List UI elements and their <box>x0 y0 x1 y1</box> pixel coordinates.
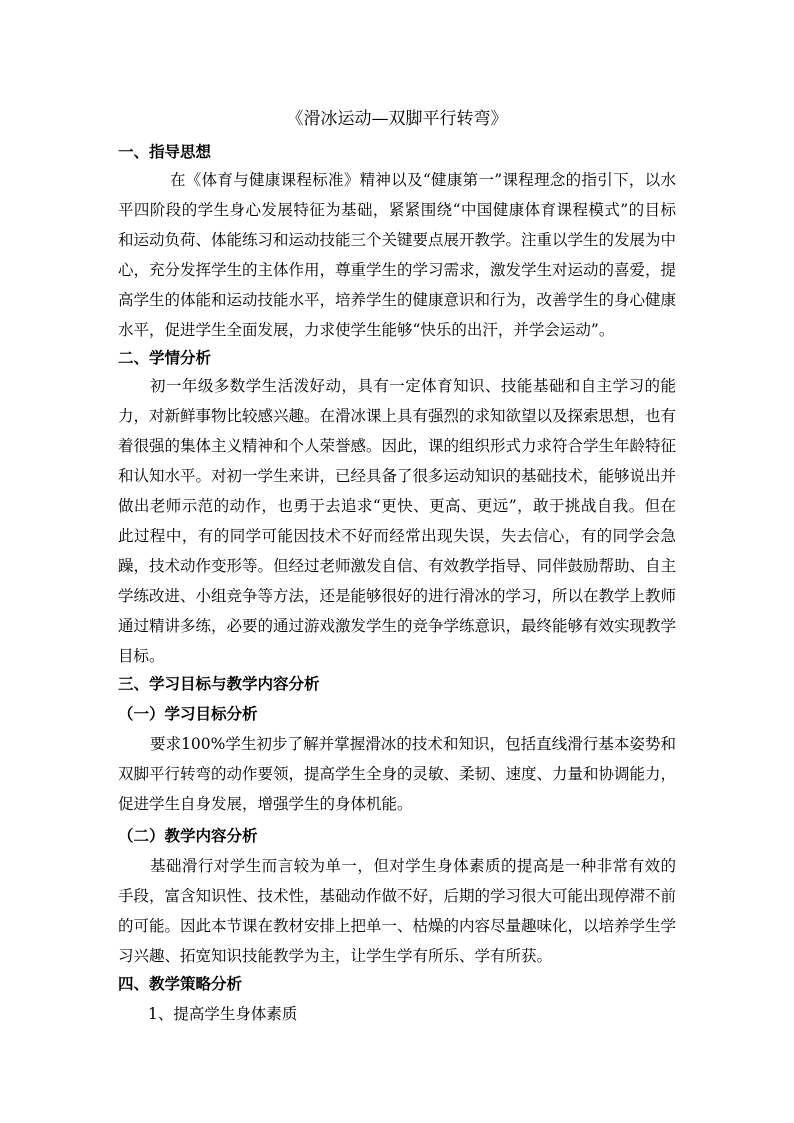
list-item-strategy-1: 1、提高学生身体素质 <box>148 1005 298 1023</box>
subsection-heading-content: （二）教学内容分析 <box>118 827 258 845</box>
paragraph-objectives: 要求100%学生初步了解并掌握滑冰的技术和知识，包括直线滑行基本姿势和双脚平行转弯的动作要领，提高学生全身的灵敏、柔韧、速度、力量和协调能力，促进学生自身发展，增强学生的身体机能。 <box>118 735 677 813</box>
paragraph-guiding-ideology: 在《体育与健康课程标准》精神以及“健康第一”课程理念的指引下，以水平四阶段的学生身心发展特征为基础，紧紧围绕“中国健康体育课程模式”的目标和运动负荷、体能练习和运动技能三个关键要点展开教学。注重以学生的发展为中心，充分发挥学生的主体作用，尊重学生的学习需求，激发学生对运动的喜爱，提高学生的体能和运动技能水平，培养学生的健康意识和行为，改善学生的身心健康水平，促进学生全面发展，力求使学生能够“快乐的出汗，并学会运动”。 <box>118 171 677 339</box>
section-heading-strategy: 四、教学策略分析 <box>118 975 243 993</box>
paragraph-content: 基础滑行对学生而言较为单一，但对学生身体素质的提高是一种非常有效的手段，富含知识性、技术性，基础动作做不好，后期的学习很大可能出现停滞不前的可能。因此本节课在教材安排上把单一、枯燥的内容尽量趣味化，以培养学生学习兴趣、拓宽知识技能教学为主，让学生学有所乐、学有所获。 <box>118 857 677 965</box>
section-heading-objectives-content: 三、学习目标与教学内容分析 <box>118 675 320 693</box>
section-heading-student-analysis: 二、学情分析 <box>118 349 212 367</box>
section-heading-guiding-ideology: 一、指导思想 <box>118 143 212 161</box>
paragraph-student-analysis: 初一年级多数学生活泼好动，具有一定体育知识、技能基础和自主学习的能力，对新鲜事物比较感兴趣。在滑冰课上具有强烈的求知欲望以及探索思想，也有着很强的集体主义精神和个人荣誉感。因此，课的组织形式力求符合学生年龄特征和认知水平。对初一学生来讲，已经具备了很多运动知识的基础技术，能够说出并做出老师示范的动作，也勇于去追求“更快、更高、更远”，敢于挑战自我。但在此过程中，有的同学可能因技术不好而经常出现失误，失去信心，有的同学会急躁，技术动作变形等。但经过老师激发自信、有效教学指导、同伴鼓励帮助、自主学练改进、小组竞争等方法，还是能够很好的进行滑冰的学习，所以在教学上教师通过精讲多练，必要的通过游戏激发学生的竞争学练意识，最终能够有效实现教学目标。 <box>118 377 677 665</box>
document-title: 《滑冰运动—双脚平行转弯》 <box>286 109 508 129</box>
subsection-heading-objectives: （一）学习目标分析 <box>118 705 258 723</box>
